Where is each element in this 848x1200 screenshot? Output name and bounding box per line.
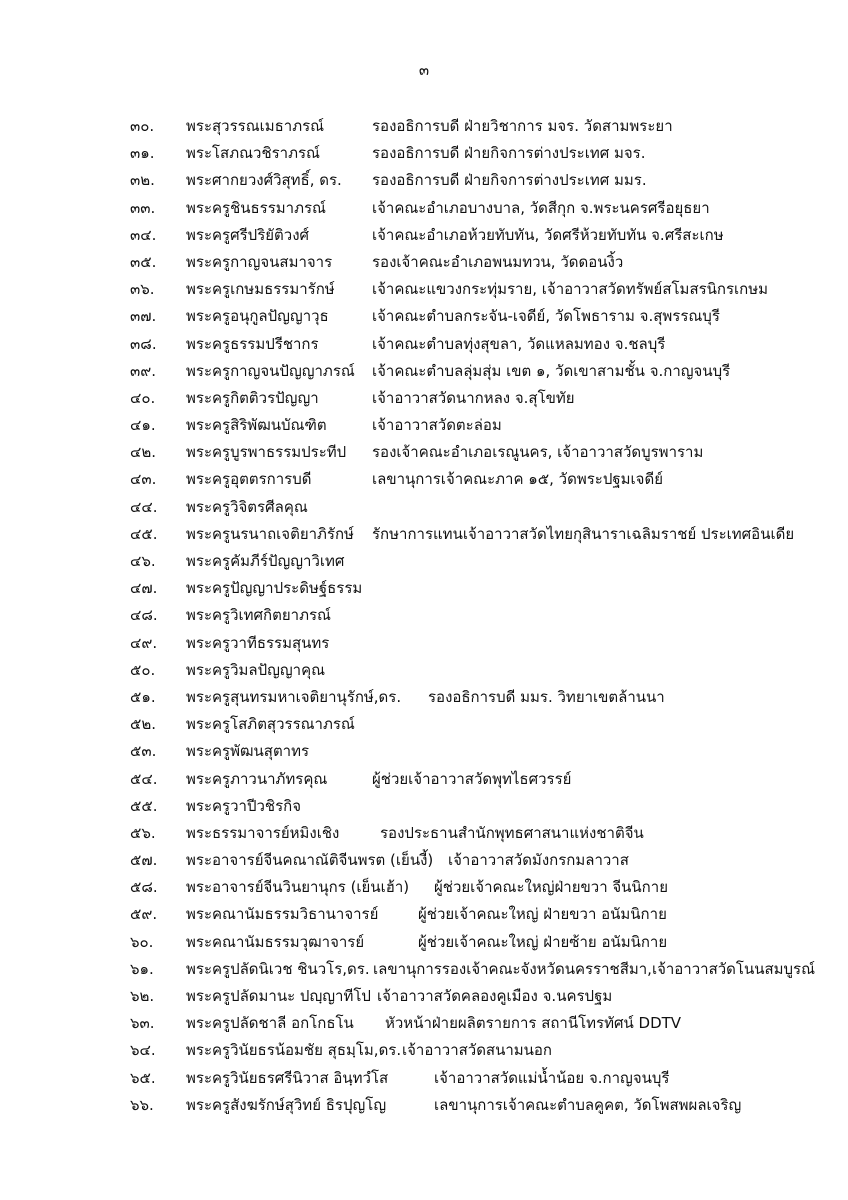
item-number: ๖๕.	[130, 1068, 156, 1087]
list-item	[0, 901, 848, 928]
item-number: ๕๘.	[130, 878, 158, 897]
item-number: ๕๓.	[130, 742, 157, 761]
monk-name: พระครูพัฒนสุตาทร	[186, 742, 310, 761]
monk-position: เลขานุการเจ้าคณะภาค ๑๕, วัดพระปฐมเจดีย์	[372, 470, 663, 489]
item-number: ๓๗.	[130, 307, 157, 326]
monk-name: พระครูวาทีธรรมสุนทร	[186, 633, 330, 652]
list-item	[0, 548, 848, 575]
monk-position: ผู้ช่วยเจ้าอาวาสวัดพุทไธศวรรย์	[372, 769, 572, 788]
monk-position: รองเจ้าคณะอำเภอเรณูนคร, เจ้าอาวาสวัดบูรพาราม	[372, 443, 704, 462]
item-number: ๓๙.	[130, 361, 157, 380]
monk-name: พระครูวิมลปัญญาคุณ	[186, 660, 326, 679]
item-number: ๔๘.	[130, 606, 158, 625]
list-item	[0, 521, 848, 548]
monk-position: เจ้าคณะตำบลกระจัน-เจดีย์, วัดโพธาราม จ.สุพรรณบุรี	[372, 307, 720, 326]
list-item	[0, 113, 848, 140]
list-item	[0, 466, 848, 493]
list-item	[0, 983, 848, 1010]
monk-position: เจ้าคณะตำบลลุ่มสุ่ม เขต ๑, วัดเขาสามชั้น จ.กาญจนบุรี	[372, 361, 731, 380]
monk-name: พระครูวิเทศกิตยาภรณ์	[186, 606, 331, 625]
item-number: ๕๕.	[130, 796, 158, 815]
monk-name: พระครูปลัดชาลี อกโกธโน	[186, 1014, 354, 1033]
monk-position: รองอธิการบดี ฝ่ายวิชาการ มจร. วัดสามพระยา	[372, 117, 673, 135]
item-number: ๔๑.	[130, 416, 156, 435]
monk-name: พระครูสุนทรมหาเจติยานุรักษ์,ดร.	[186, 687, 402, 706]
monk-name: พระครูบูรพาธรรมประทีป	[186, 443, 347, 462]
monk-name: พระครูสังฆรักษ์สุวิทย์ ธิรปุญโญ	[186, 1095, 387, 1114]
item-number: ๖๑.	[130, 959, 154, 978]
item-number: ๕๙.	[130, 905, 158, 924]
monk-name: พระครูปลัดมานะ ปญฺญาทีโป	[186, 987, 371, 1005]
monk-position: เจ้าอาวาสวัดมังกรกมลาวาส	[448, 851, 629, 870]
item-number: ๓๖.	[130, 280, 155, 299]
monk-position: เจ้าอาวาสวัดนากหลง จ.สุโขทัย	[372, 388, 575, 407]
monk-name: พระครูชินธรรมาภรณ์	[186, 198, 326, 217]
monk-name: พระครูสิริพัฒนบัณฑิต	[186, 416, 327, 435]
item-number: ๓๒.	[130, 171, 155, 190]
item-number: ๕๑.	[130, 687, 156, 706]
monk-name: พระครูคัมภีร์ปัญญาวิเทศ	[186, 552, 345, 570]
list-item	[0, 140, 848, 167]
item-number: ๖๖.	[130, 1095, 154, 1114]
list-item	[0, 1065, 848, 1092]
monk-position: หัวหน้าฝ่ายผลิตรายการ สถานีโทรทัศน์ DDTV	[385, 1014, 682, 1033]
monk-position: รองประธานสำนักพุทธศาสนาแห่งชาติจีน	[380, 823, 644, 842]
list-item	[0, 847, 848, 874]
list-item	[0, 303, 848, 330]
item-number: ๔๓.	[130, 470, 157, 489]
item-number: ๔๕.	[130, 524, 158, 543]
item-number: ๕๖.	[130, 823, 156, 842]
monk-name: พระธรรมาจารย์หมิงเชิง	[186, 823, 340, 842]
list-item	[0, 358, 848, 385]
list-item	[0, 412, 848, 439]
member-list	[0, 113, 848, 1119]
monk-name: พระอาจารย์จีนวินยานุกร (เย็นเฮ้า)	[186, 878, 410, 897]
monk-name: พระคณานัมธรรมวิธานาจารย์	[186, 905, 379, 924]
item-number: ๕๔.	[130, 769, 158, 788]
monk-position: เลขานุการเจ้าคณะตำบลคูคต, วัดโพสพผลเจริญ	[434, 1095, 742, 1114]
list-item	[0, 1010, 848, 1037]
list-item	[0, 630, 848, 657]
monk-position: เลขานุการรองเจ้าคณะจังหวัดนครราชสีมา,เจ้าอาวาสวัดโนนสมบูรณ์	[373, 959, 815, 978]
monk-name: พระครูธรรมปรีชากร	[186, 334, 319, 353]
monk-name: พระครูวินัยธรน้อมชัย สุธมฺโม,ดร.	[186, 1041, 402, 1060]
item-number: ๕๒.	[130, 715, 157, 734]
monk-name: พระครูกาญจนปัญญาภรณ์	[186, 361, 355, 380]
monk-name: พระครูอุตตรการบดี	[186, 470, 312, 489]
list-item	[0, 195, 848, 222]
list-item	[0, 222, 848, 249]
item-number: ๓๑.	[130, 144, 155, 163]
item-number: ๖๓.	[130, 1014, 155, 1033]
item-number: ๖๐.	[130, 932, 154, 951]
monk-position: รักษาการแทนเจ้าอาวาสวัดไทยกุสินาราเฉลิมราชย์ ประเทศอินเดีย	[372, 524, 795, 543]
list-item	[0, 820, 848, 847]
monk-name: พระครูอนุกูลปัญญาวุธ	[186, 307, 329, 326]
monk-name: พระสุวรรณเมธาภรณ์	[186, 117, 325, 135]
item-number: ๔๖.	[130, 552, 156, 570]
monk-position: ผู้ช่วยเจ้าคณะใหญ่ ฝ่ายขวา อนัมนิกาย	[418, 905, 667, 924]
monk-name: พระครูกิตติวรปัญญา	[186, 388, 319, 407]
list-item	[0, 684, 848, 711]
monk-name: พระครูภาวนาภัทรคุณ	[186, 769, 328, 788]
item-number: ๓๔.	[130, 225, 157, 244]
list-item	[0, 793, 848, 820]
monk-position: เจ้าคณะตำบลทุ่งสุขลา, วัดแหลมทอง จ.ชลบุรี	[372, 334, 666, 353]
item-number: ๖๔.	[130, 1041, 156, 1060]
item-number: ๔๒.	[130, 443, 157, 462]
list-item	[0, 657, 848, 684]
list-item	[0, 276, 848, 303]
item-number: ๓๓.	[130, 198, 156, 217]
list-item	[0, 331, 848, 358]
monk-name: พระอาจารย์จีนคณาณัติจีนพรต (เย็นงี้)	[186, 851, 434, 870]
list-item	[0, 738, 848, 765]
monk-name: พระโสภณวชิราภรณ์	[186, 144, 320, 163]
monk-name: พระครูวินัยธรศรีนิวาส อินฺทวํโส	[186, 1068, 389, 1087]
item-number: ๓๘.	[130, 334, 157, 353]
list-item	[0, 575, 848, 602]
monk-position: รองอธิการบดี ฝ่ายกิจการต่างประเทศ มมร.	[372, 171, 647, 190]
list-item	[0, 711, 848, 738]
monk-position: เจ้าคณะแขวงกระทุ่มราย, เจ้าอาวาสวัดทรัพย์สโมสรนิกรเกษม	[372, 280, 769, 299]
monk-position: รองเจ้าคณะอำเภอพนมทวน, วัดดอนงิ้ว	[372, 252, 624, 271]
item-number: ๖๒.	[130, 987, 155, 1005]
monk-position: เจ้าอาวาสวัดแม่น้ำน้อย จ.กาญจนบุรี	[434, 1068, 670, 1087]
monk-name: พระครูนรนาถเจติยาภิรักษ์	[186, 524, 354, 543]
monk-name: พระศากยวงศ์วิสุทธิ์, ดร.	[186, 171, 342, 190]
monk-name: พระครูวาปีวชิรกิจ	[186, 796, 301, 815]
list-item	[0, 385, 848, 412]
list-item	[0, 1092, 848, 1119]
list-item	[0, 249, 848, 276]
item-number: ๕๗.	[130, 851, 158, 870]
monk-position: ผู้ช่วยเจ้าคณะใหญ่ฝ่ายขวา จีนนิกาย	[434, 878, 668, 897]
list-item	[0, 1037, 848, 1064]
monk-name: พระครูปัญญาประดิษฐ์ธรรม	[186, 579, 363, 598]
monk-name: พระครูศรีปริยัติวงศ์	[186, 225, 310, 244]
monk-name: พระครูปลัดนิเวช ชินวโร,ดร.	[186, 959, 370, 978]
list-item	[0, 439, 848, 466]
monk-position: เจ้าอาวาสวัดคลองคูเมือง จ.นครปฐม	[377, 987, 613, 1005]
list-item	[0, 167, 848, 194]
list-item	[0, 956, 848, 983]
list-item	[0, 929, 848, 956]
item-number: ๔๔.	[130, 497, 158, 516]
monk-name: พระครูโสภิตสุวรรณาภรณ์	[186, 715, 355, 734]
item-number: ๔๗.	[130, 579, 158, 598]
monk-position: เจ้าคณะอำเภอบางบาล, วัดสีกุก จ.พระนครศรีอยุธยา	[372, 198, 710, 217]
monk-name: พระครูเกษมธรรมารักษ์	[186, 280, 335, 299]
item-number: ๔๙.	[130, 633, 158, 652]
page-number: ๓	[418, 61, 430, 79]
monk-position: ผู้ช่วยเจ้าคณะใหญ่ ฝ่ายซ้าย อนัมนิกาย	[418, 932, 668, 951]
list-item	[0, 494, 848, 521]
monk-position: เจ้าคณะอำเภอห้วยทับทัน, วัดศรีห้วยทับทัน จ.ศรีสะเกษ	[372, 225, 724, 244]
monk-position: รองอธิการบดี มมร. วิทยาเขตล้านนา	[428, 687, 665, 706]
monk-position: เจ้าอาวาสวัดตะล่อม	[372, 416, 502, 435]
item-number: ๓๕.	[130, 252, 157, 271]
item-number: ๕๐.	[130, 660, 156, 679]
monk-name: พระครูวิจิตรศีลคุณ	[186, 497, 308, 516]
item-number: ๔๐.	[130, 388, 156, 407]
monk-position: เจ้าอาวาสวัดสนามนอก	[402, 1041, 552, 1060]
monk-name: พระครูกาญจนสมาจาร	[186, 252, 333, 271]
list-item	[0, 766, 848, 793]
item-number: ๓๐.	[130, 117, 155, 135]
monk-position: รองอธิการบดี ฝ่ายกิจการต่างประเทศ มจร.	[372, 144, 646, 163]
list-item	[0, 874, 848, 901]
monk-name: พระคณานัมธรรมวุฒาจารย์	[186, 932, 365, 951]
list-item	[0, 602, 848, 629]
